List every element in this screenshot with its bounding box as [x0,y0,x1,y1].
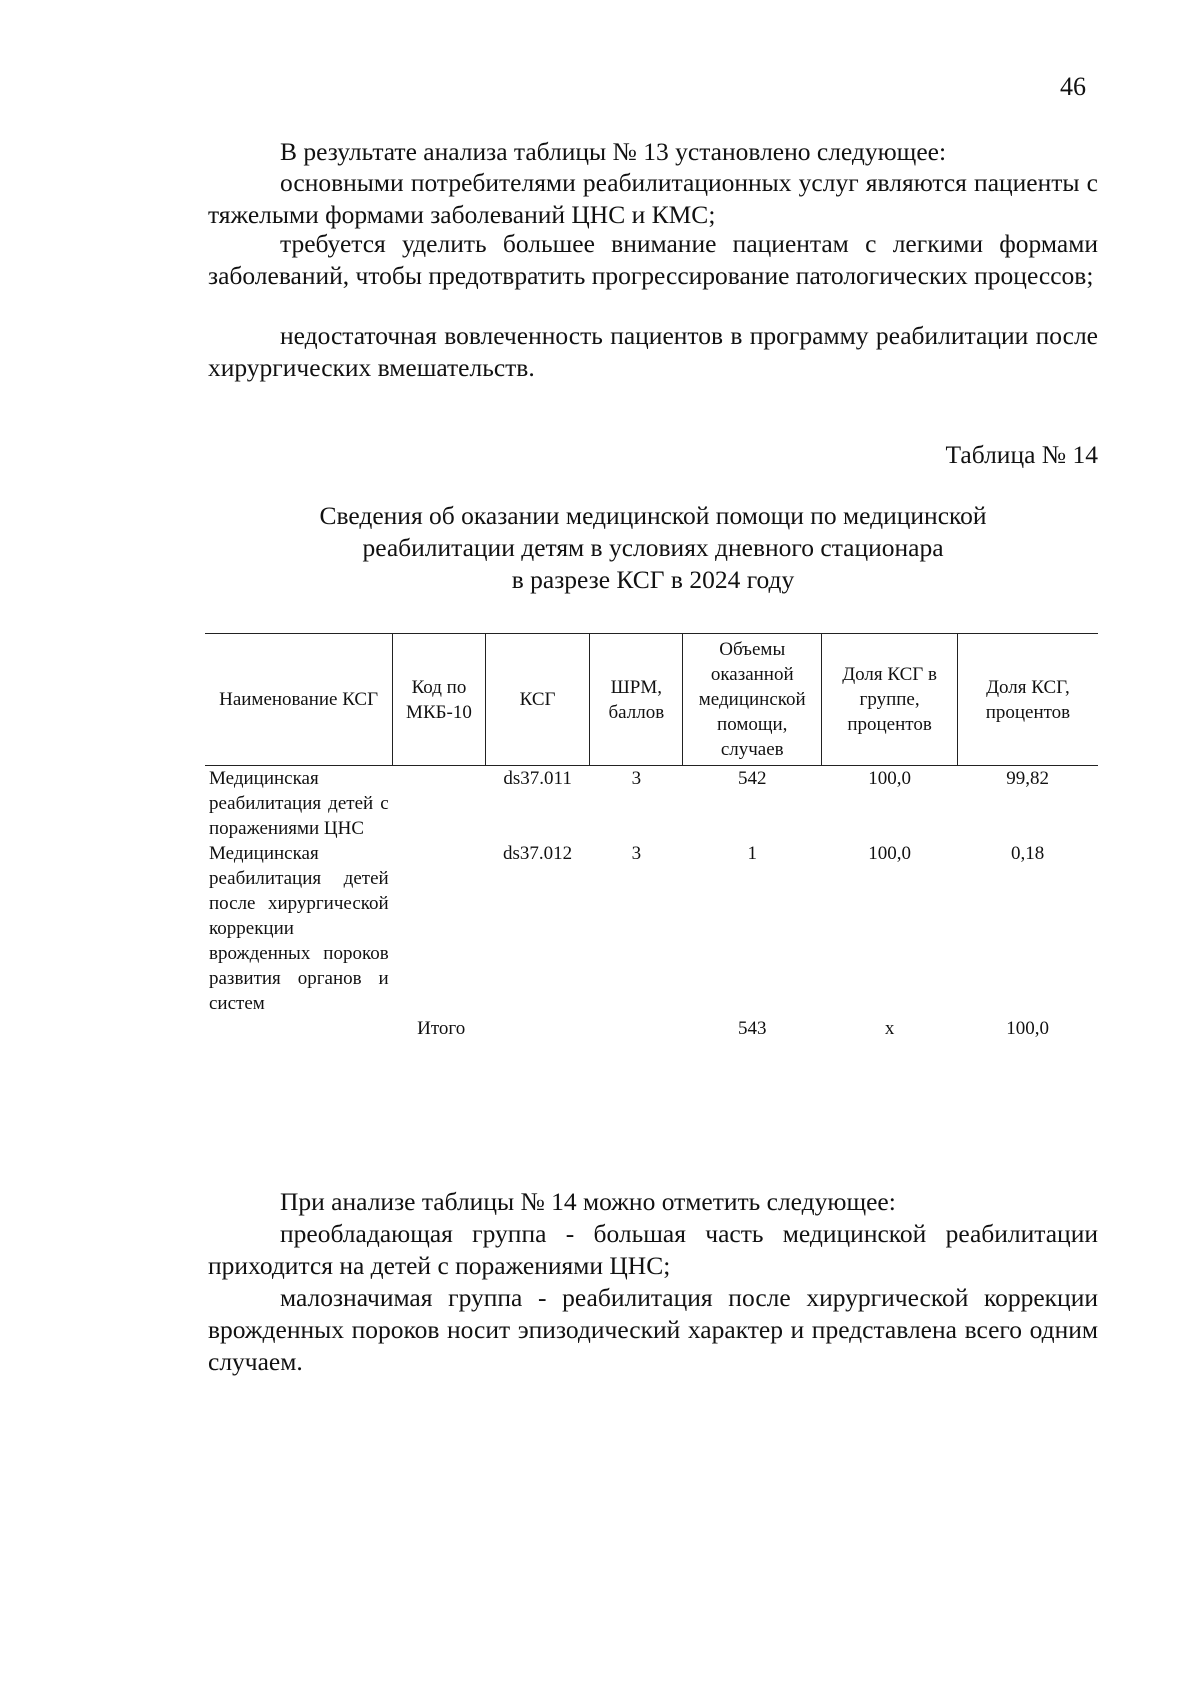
ksg-table [205,633,1098,1041]
cell-shrm: 3 [631,768,642,789]
header-ksg-name: Наименование КСГ [219,689,379,710]
cell-total-share: 100,0 [1006,1018,1050,1039]
header-ksg: КСГ [485,634,590,766]
cell-shrm: 3 [631,843,642,864]
cell-share-group: 100,0 [868,768,911,789]
cell-ksg: ds37.011 [503,768,572,789]
intro-line: В результате анализа таблицы № 13 установлено следующее: [280,137,947,166]
table-title-line-1: Сведения об оказании медицинской помощи по медицинской [319,501,987,530]
cell-volume: 542 [737,768,767,789]
header-share: Доля КСГ, процентов [957,634,1098,766]
cell-ksg-name: Медицинская реабилитация детей после хирургической коррекции врожденных пороков развития органов и систем [209,843,389,1014]
table-row [205,766,1098,842]
cell-share-group: 100,0 [868,843,911,864]
cell-mkb-code [393,841,486,1016]
cell-ksg: ds37.012 [503,843,573,864]
page-number: 46 [1060,72,1086,101]
intro-paragraph-3: недостаточная вовлеченность пациентов в программу реабилитации после хирургических вмешательств. [208,321,1098,382]
table-header-row [205,634,1098,766]
cell-volume: 1 [747,843,757,864]
cell-total-volume: 543 [737,1018,767,1039]
header-shrm: ШРМ, баллов [590,634,683,766]
header-volume: Объемы оказанной медицинской помощи, случаев [683,634,822,766]
conclusion-paragraph-2: малозначимая группа - реабилитация после хирургической коррекции врожденных пороков носит эпизодический характер и представлена всего одним случаем. [208,1283,1098,1376]
table-total-row [205,1016,1098,1041]
cell-total-empty [485,1016,590,1041]
cell-total-label: Итого [417,1018,466,1039]
table-row [205,841,1098,1016]
table-title-line-3: в разрезе КСГ в 2024 году [511,565,795,594]
conclusion-paragraph-1: преобладающая группа - большая часть медицинской реабилитации приходится на детей с поражениями ЦНС; [208,1219,1098,1280]
cell-total-share-group: х [884,1018,895,1039]
header-mkb-code: Код по МКБ-10 [393,634,486,766]
conclusion-line: При анализе таблицы № 14 можно отметить следующее: [280,1187,896,1216]
cell-ksg-name: Медицинская реабилитация детей с поражениями ЦНС [209,768,389,839]
cell-share: 0,18 [1011,843,1045,864]
intro-paragraph-1: основными потребителями реабилитационных услуг являются пациенты с тяжелыми формами заболеваний ЦНС и КМС; [208,168,1098,229]
cell-share: 99,82 [1006,768,1050,789]
table-title [208,500,1098,596]
intro-paragraph-2: требуется уделить большее внимание пациентам с легкими формами заболеваний, чтобы предотвратить прогрессирование патологических процессов; [208,229,1098,290]
table-title-line-2: реабилитации детям в условиях дневного стационара [362,533,944,562]
header-share-group: Доля КСГ в группе, процентов [822,634,958,766]
cell-mkb-code [393,766,486,842]
cell-total-empty [590,1016,683,1041]
table-label: Таблица № 14 [945,440,1098,469]
